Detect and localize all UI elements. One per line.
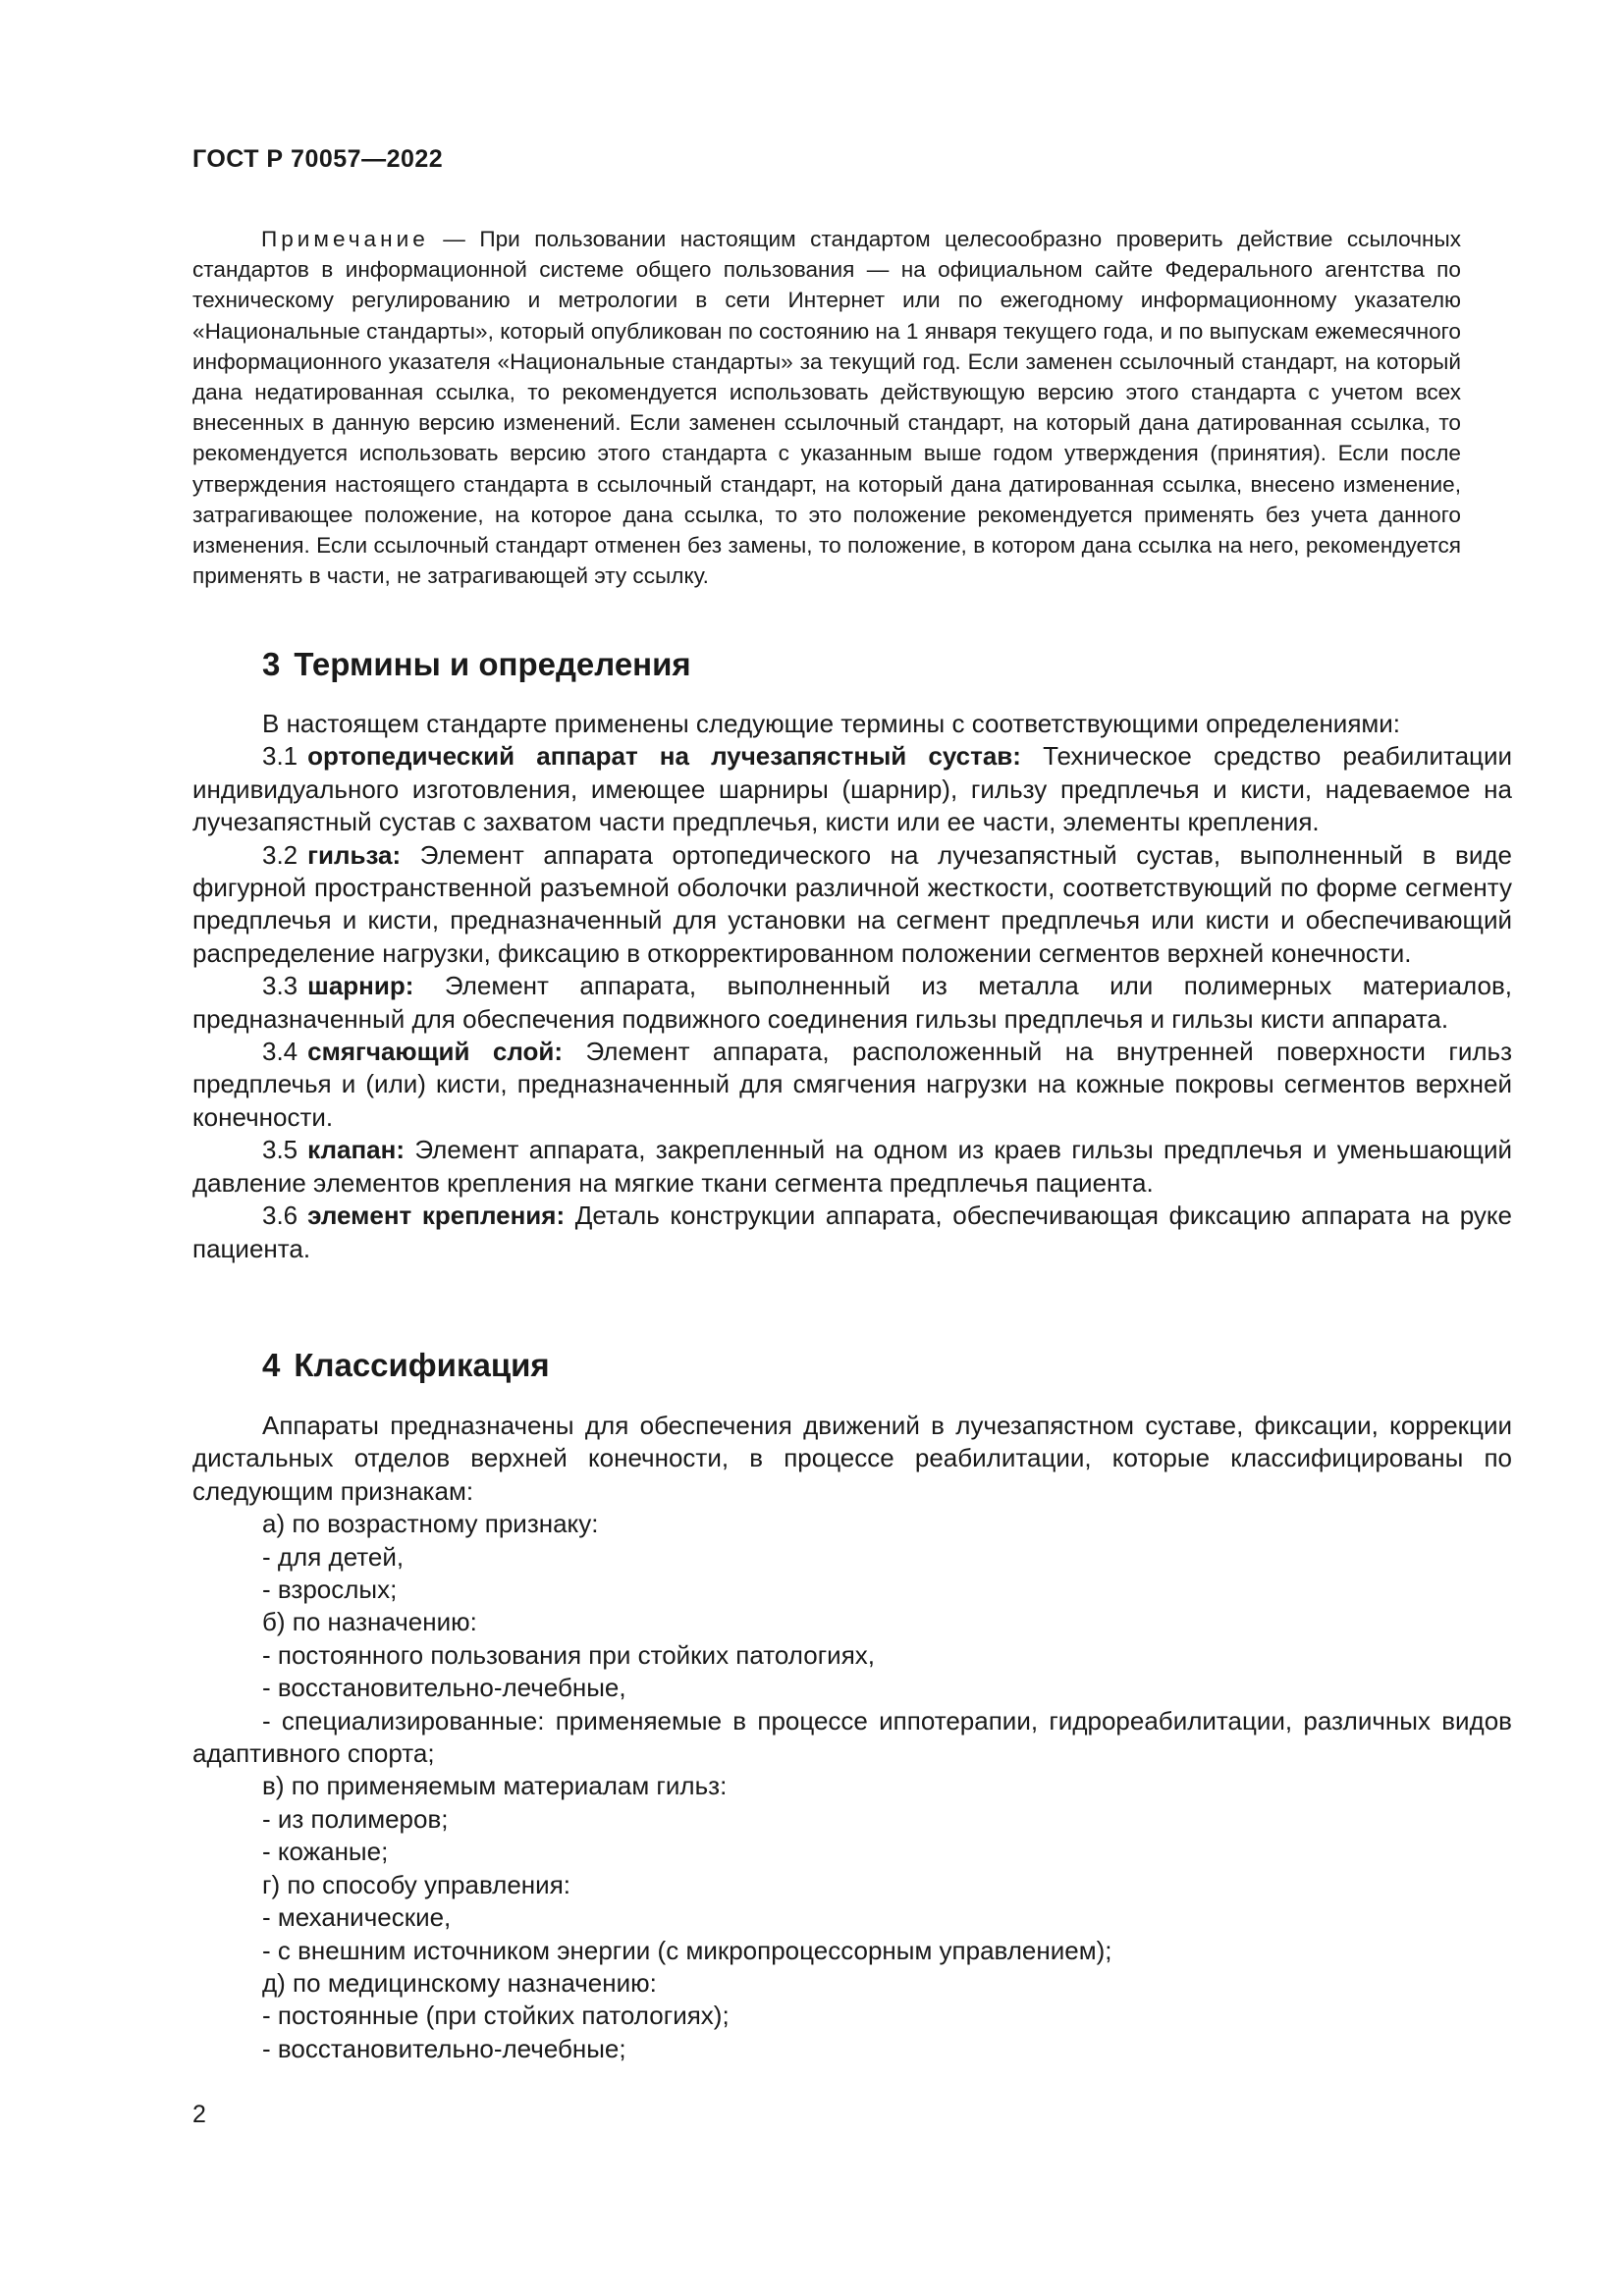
term-3-6 bbox=[192, 1200, 1512, 1265]
term-number: 3.6 bbox=[262, 1201, 298, 1231]
section-3-intro: В настоящем стандарте применены следующие термины с соответствующими определениями: bbox=[262, 709, 1401, 738]
section-3-title: Термины и определения bbox=[294, 646, 691, 682]
term-definition: Деталь конструкции аппарата, обеспечивающая фиксацию аппарата на руке пациента. bbox=[192, 1201, 1512, 1263]
page-number: 2 bbox=[192, 2101, 206, 2128]
term-3-1 bbox=[192, 740, 1512, 838]
term-definition: Элемент аппарата ортопедического на лучезапястный сустав, выполненный в виде фигурной пространственной разъемной оболочки различной жесткости, соответствующий по форме сегменту предплечья и кисти, предназначенный для установки на сегмент предплечья или кисти и обеспечивающий распределение нагрузки, фиксацию в откорректированном положении сегментов верхней конечности. bbox=[192, 839, 1512, 968]
term-name: клапан: bbox=[307, 1135, 405, 1165]
term-definition: Элемент аппарата, расположенный на внутренней поверхности гильз предплечья и (или) кисти, предназначенный для смягчения нагрузки на кожные покровы сегментов верхней конечности. bbox=[192, 1037, 1512, 1132]
term-number: 3.3 bbox=[262, 971, 298, 1001]
list-item: - восстановительно-лечебные, bbox=[262, 1673, 626, 1703]
section-4-number: 4 bbox=[262, 1347, 281, 1383]
note-text: — При пользовании настоящим стандартом целесообразно проверить действие ссылочных стандартов в информационной системе общего пользования — на официальном сайте Федерального агентства по техническому регулированию и метрологии в сети Интернет или по ежегодному информационному указателю «Национальные стандарты», который опубликован по состоянию на 1 января текущего года, и по выпускам ежемесячного информационного указателя «Национальные стандарты» за текущий год. Если заменен ссылочный стандарт, на который дана недатированная ссылка, то рекомендуется использовать действующую версию этого стандарта с учетом всех внесенных в данную версию изменений. Если заменен ссылочный стандарт, на который дана датированная ссылка, то рекомендуется использовать версию этого стандарта с указанным выше годом утверждения (принятия). Если после утверждения настоящего стандарта в ссылочный стандарт, на который дана датированная ссылка, внесено изменение, затрагивающее положение, на которое дана ссылка, то это положение рекомендуется применять без учета данного изменения. Если ссылочный стандарт отменен без замены, то положение, в котором дана ссылка на него, рекомендуется применять в части, не затрагивающей эту ссылку. bbox=[192, 227, 1461, 589]
term-number: 3.4 bbox=[262, 1037, 298, 1067]
list-item: в) по применяемым материалам гильз: bbox=[262, 1771, 728, 1801]
term-name: шарнир: bbox=[307, 971, 414, 1001]
list-item: - постоянные (при стойких патологиях); bbox=[262, 2001, 730, 2031]
section-4-body bbox=[192, 1410, 1512, 2065]
section-4-heading bbox=[262, 1347, 550, 1384]
section-3-body bbox=[192, 708, 1512, 1265]
note-paragraph bbox=[192, 224, 1461, 591]
list-item: - с внешним источником энергии (с микропроцессорным управлением); bbox=[262, 1935, 1112, 1965]
note-label: Примечание bbox=[261, 227, 429, 251]
list-item: - кожаные; bbox=[262, 1837, 389, 1867]
list-item: - для детей, bbox=[262, 1541, 405, 1572]
note-block bbox=[192, 224, 1461, 591]
term-name: ортопедический аппарат на лучезапястный сустав: bbox=[307, 741, 1021, 772]
term-3-5 bbox=[192, 1134, 1512, 1200]
list-item: - из полимеров; bbox=[262, 1803, 449, 1834]
section-4-title: Классификация bbox=[294, 1347, 550, 1383]
list-item: - постоянного пользования при стойких патологиях, bbox=[262, 1639, 875, 1670]
document-code: ГОСТ Р 70057—2022 bbox=[192, 145, 444, 173]
section-3-number: 3 bbox=[262, 646, 281, 682]
list-item: - специализированные: применяемые в процессе иппотерапии, гидрореабилитации, различных видов адаптивного спорта; bbox=[192, 1705, 1512, 1769]
term-3-3 bbox=[192, 970, 1512, 1036]
list-item: б) по назначению: bbox=[262, 1607, 477, 1637]
list-item: а) по возрастному признаку: bbox=[262, 1509, 599, 1539]
list-item: д) по медицинскому назначению: bbox=[262, 1967, 657, 1998]
term-name: гильза: bbox=[307, 839, 402, 870]
term-definition: Элемент аппарата, выполненный из металла или полимерных материалов, предназначенный для обеспечения подвижного соединения гильзы предплечья и гильзы кисти аппарата. bbox=[192, 971, 1512, 1034]
term-definition: Техническое средство реабилитации индивидуального изготовления, имеющее шарниры (шарнир), гильзу предплечья и кисти, надеваемое на лучезапястный сустав с захватом части предплечья, кисти или ее части, элементы крепления. bbox=[192, 741, 1512, 837]
list-item: - восстановительно-лечебные; bbox=[262, 2033, 626, 2063]
term-definition: Элемент аппарата, закрепленный на одном из краев гильзы предплечья и уменьшающий давление элементов крепления на мягкие ткани сегмента предплечья пациента. bbox=[192, 1135, 1512, 1198]
term-3-2 bbox=[192, 839, 1512, 971]
term-number: 3.5 bbox=[262, 1135, 298, 1165]
list-item: - механические, bbox=[262, 1902, 452, 1933]
term-name: элемент крепления: bbox=[307, 1201, 566, 1231]
section-3-heading bbox=[262, 646, 691, 683]
term-number: 3.1 bbox=[262, 741, 298, 772]
list-item: - взрослых; bbox=[262, 1575, 398, 1605]
term-3-4 bbox=[192, 1036, 1512, 1134]
list-item: г) по способу управления: bbox=[262, 1869, 570, 1899]
section-4-intro: Аппараты предназначены для обеспечения движений в лучезапястном суставе, фиксации, коррекции дистальных отделов верхней конечности, в процессе реабилитации, которые классифицированы по следующим признакам: bbox=[192, 1411, 1512, 1506]
term-name: смягчающий слой: bbox=[307, 1037, 564, 1067]
term-number: 3.2 bbox=[262, 839, 298, 870]
